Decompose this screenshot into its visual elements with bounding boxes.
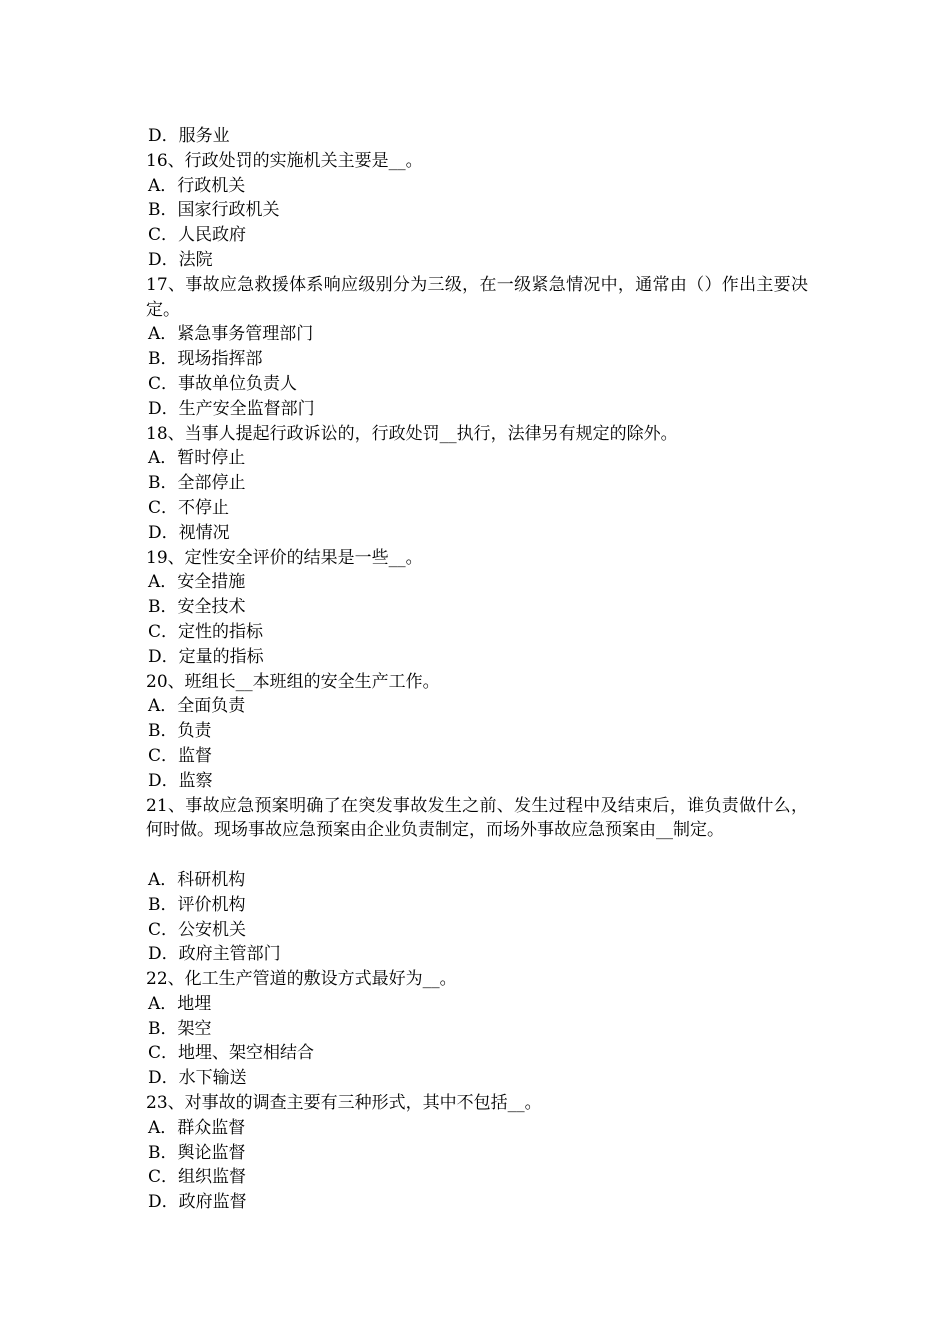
option-b: B．负责	[148, 721, 212, 742]
option-d: D．政府主管部门	[148, 944, 281, 965]
option-b: B．评价机构	[148, 894, 246, 915]
question-stem: 21、事故应急预案明确了在突发事故发生之前、发生过程中及结束后，谁负责做什么，何时做。现场事故应急预案由企业负责制定，而场外事故应急预案由__制定。	[146, 795, 808, 841]
option-c: C．事故单位负责人	[148, 373, 298, 394]
option-c: C．监督	[148, 745, 213, 766]
option-c: C．定性的指标	[148, 621, 264, 642]
question-stem: 20、班组长__本班组的安全生产工作。	[146, 671, 440, 692]
document-body	[146, 124, 808, 1215]
option-a: A．暂时停止	[148, 448, 246, 469]
question-20	[146, 670, 808, 794]
option-d: D．水下输送	[148, 1068, 247, 1089]
option-b: B．现场指挥部	[148, 349, 263, 370]
option-c: C．人民政府	[148, 225, 247, 246]
question-22	[146, 967, 808, 1091]
lead-option: D．服务业	[148, 126, 230, 146]
option-d: D．定量的指标	[148, 646, 264, 667]
option-a: A．科研机构	[148, 869, 246, 890]
option-c: C．不停止	[148, 497, 230, 518]
option-a: A．紧急事务管理部门	[148, 324, 314, 345]
option-b: B．架空	[148, 1018, 212, 1039]
option-d: D．生产安全监督部门	[148, 398, 315, 419]
option-a: A．全面负责	[148, 696, 246, 717]
option-a: A．安全措施	[148, 572, 246, 593]
question-21	[146, 794, 808, 968]
option-c: C．地埋、架空相结合	[148, 1043, 315, 1064]
option-d: D．视情况	[148, 522, 230, 543]
question-16	[146, 149, 808, 273]
question-stem: 19、定性安全评价的结果是一些__。	[146, 547, 423, 568]
option-a: A．地埋	[148, 993, 212, 1014]
option-d: D．监察	[148, 770, 213, 791]
option-b: B．舆论监督	[148, 1142, 246, 1163]
option-a: A．群众监督	[148, 1117, 246, 1138]
question-stem: 23、对事故的调查主要有三种形式，其中不包括__。	[146, 1093, 542, 1114]
option-c: C．组织监督	[148, 1167, 247, 1188]
option-d: D．政府监督	[148, 1192, 247, 1213]
option-c: C．公安机关	[148, 919, 247, 940]
question-17	[146, 273, 808, 422]
question-stem: 18、当事人提起行政诉讼的，行政处罚__执行，法律另有规定的除外。	[146, 423, 678, 444]
option-d: D．法院	[148, 249, 213, 270]
question-stem: 22、化工生产管道的敷设方式最好为__。	[146, 969, 457, 990]
option-b: B．安全技术	[148, 597, 246, 618]
question-23	[146, 1091, 808, 1215]
option-a: A．行政机关	[148, 175, 246, 196]
question-18	[146, 422, 808, 546]
question-19	[146, 546, 808, 670]
question-stem: 16、行政处罚的实施机关主要是__。	[146, 150, 423, 171]
option-b: B．国家行政机关	[148, 200, 280, 221]
question-stem: 17、事故应急救援体系响应级别分为三级，在一级紧急情况中，通常由（）作出主要决定。	[146, 274, 808, 320]
option-b: B．全部停止	[148, 473, 246, 494]
